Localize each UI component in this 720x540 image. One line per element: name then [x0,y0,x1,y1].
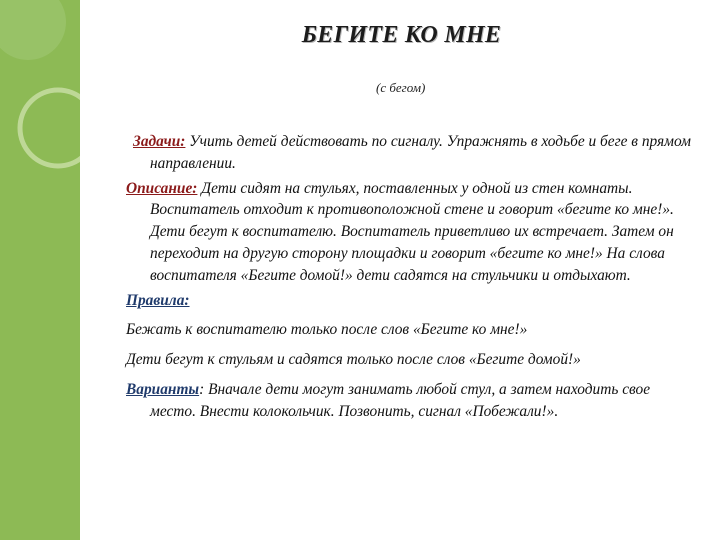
rules-label: Правила: [126,291,190,309]
description-label: Описание: [126,179,198,197]
decorative-circles [0,0,80,540]
slide-title: БЕГИТЕ КО МНЕ [301,22,502,48]
rule-item [126,349,692,371]
rule-text: Бежать к воспитателю только после слов «Бегите ко мне!» [126,321,528,339]
ring-shape [20,90,80,166]
slide-content [126,131,692,426]
variants-text: : Вначале дети могут занимать любой стул, а затем находить свое место. Внести колокольчик. Позвонить, сигнал «Побежали!». [150,380,651,420]
rules-heading [126,290,692,312]
rule-item [126,319,692,341]
rule-text: Дети бегут к стульям и садятся только после слов «Бегите домой!» [126,351,581,369]
decorative-sidebar [0,0,80,540]
sidebar-divider [80,0,83,540]
variants-label: Варианты [126,380,200,398]
tasks-paragraph [126,131,692,175]
slide-subtitle: (с бегом) [376,80,426,95]
tasks-label: Задачи: [133,133,186,150]
description-paragraph [126,178,692,287]
variants-paragraph [126,379,692,423]
filled-circle-shape [0,0,66,60]
description-text: Дети сидят на стульях, поставленных у одной из стен комнаты. Воспитатель отходит к противоположной стене и говорит «бегите ко мне!». Дети бегут к воспитателю. Воспитатель приветливо их встречает. Затем он переходит на другую сторону площадки и говорит «бегите ко мне!» На слова воспитателя «Бегите домой!» дети садятся на стульчики и отдыхают. [150,179,674,284]
tasks-text: Учить детей действовать по сигналу. Упражнять в ходьбе и беге в прямом направлении. [150,133,691,172]
